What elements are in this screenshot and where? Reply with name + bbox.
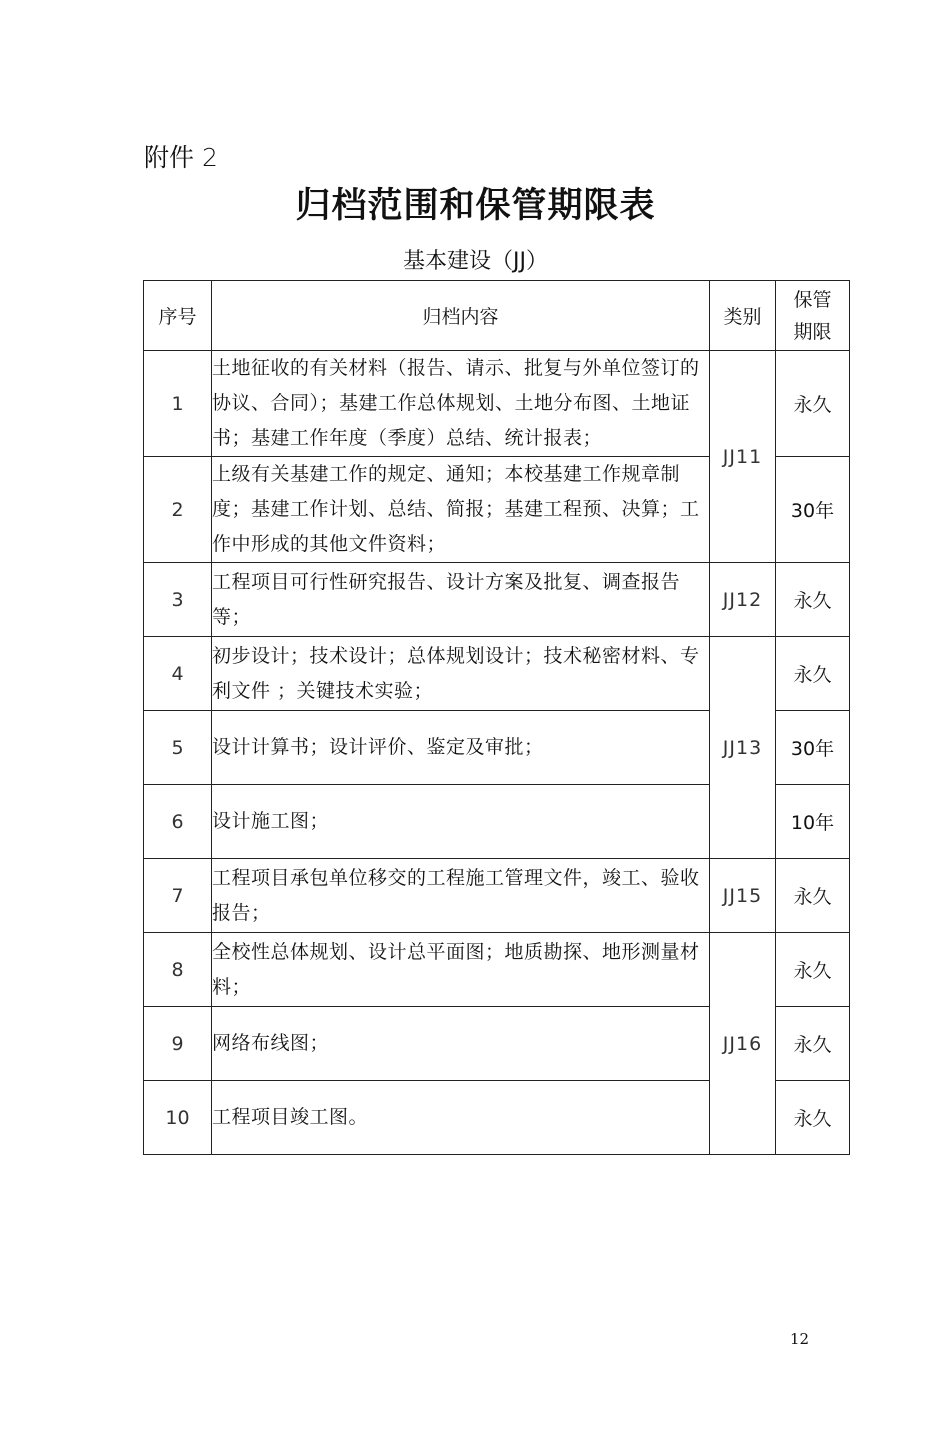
row-index: 7 — [144, 859, 212, 933]
row-content: 工程项目承包单位移交的工程施工管理文件，竣工、验收报告； — [212, 859, 710, 933]
row-content: 全校性总体规划、设计总平面图；地质勘探、地形测量材料； — [212, 933, 710, 1007]
table-row — [144, 563, 850, 637]
row-index: 1 — [144, 351, 212, 457]
row-period: 永久 — [776, 1007, 850, 1081]
table-row — [144, 637, 850, 711]
page-title: 归档范围和保管期限表 — [295, 186, 656, 226]
table-row — [144, 933, 850, 1007]
table-header-row — [144, 281, 850, 351]
table-row — [144, 351, 850, 457]
row-period: 永久 — [776, 563, 850, 637]
header-content: 归档内容 — [212, 281, 710, 351]
page-number: 12 — [790, 1330, 810, 1348]
row-content: 初步设计；技术设计；总体规划设计；技术秘密材料、专利文件 ；关键技术实验； — [212, 637, 710, 711]
row-index: 5 — [144, 711, 212, 785]
attachment-label: 附件 2 — [144, 143, 218, 172]
row-index: 4 — [144, 637, 212, 711]
row-index: 3 — [144, 563, 212, 637]
section-subtitle: 基本建设（JJ） — [403, 249, 548, 274]
row-content: 工程项目竣工图。 — [212, 1081, 710, 1155]
header-period-line1: 保管 — [793, 288, 832, 311]
row-period: 永久 — [776, 933, 850, 1007]
row-period: 永久 — [776, 637, 850, 711]
row-index: 2 — [144, 457, 212, 563]
row-content: 工程项目可行性研究报告、设计方案及批复、调查报告等； — [212, 563, 710, 637]
row-content: 设计计算书；设计评价、鉴定及审批； — [212, 711, 710, 785]
row-index: 10 — [144, 1081, 212, 1155]
row-category: JJ15 — [710, 859, 776, 933]
row-period: 永久 — [776, 859, 850, 933]
row-period: 10年 — [776, 785, 850, 859]
row-content: 上级有关基建工作的规定、通知；本校基建工作规章制度；基建工作计划、总结、简报；基建工程预、决算；工作中形成的其他文件资料； — [212, 457, 710, 563]
row-content: 设计施工图； — [212, 785, 710, 859]
row-index: 8 — [144, 933, 212, 1007]
row-index: 9 — [144, 1007, 212, 1081]
row-category: JJ11 — [710, 351, 776, 563]
header-category: 类别 — [710, 281, 776, 351]
header-period-line2: 期限 — [793, 320, 832, 343]
row-category: JJ12 — [710, 563, 776, 637]
archive-table — [143, 280, 850, 1155]
row-period: 30年 — [776, 457, 850, 563]
header-period — [776, 281, 850, 351]
header-index: 序号 — [144, 281, 212, 351]
row-index: 6 — [144, 785, 212, 859]
row-period: 永久 — [776, 351, 850, 457]
row-category: JJ16 — [710, 933, 776, 1155]
row-period: 永久 — [776, 1081, 850, 1155]
row-category: JJ13 — [710, 637, 776, 859]
row-period: 30年 — [776, 711, 850, 785]
row-content: 土地征收的有关材料（报告、请示、批复与外单位签订的协议、合同）；基建工作总体规划、土地分布图、土地证书；基建工作年度（季度）总结、统计报表； — [212, 351, 710, 457]
table-row — [144, 859, 850, 933]
row-content: 网络布线图； — [212, 1007, 710, 1081]
